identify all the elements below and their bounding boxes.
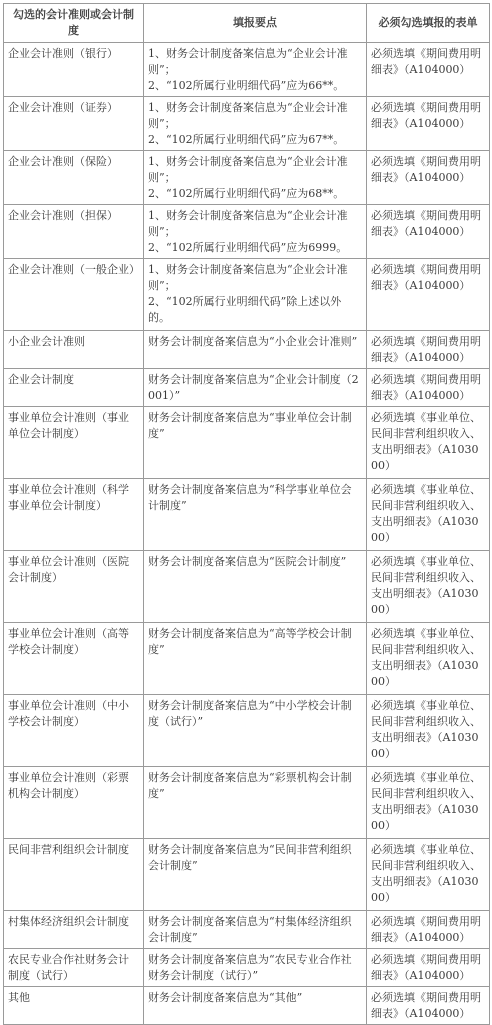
cell-required-form: 必须选填《事业单位、民间非营利组织收入、支出明细表》（A103000） bbox=[367, 839, 490, 911]
cell-required-form: 必须选填《期间费用明细表》（A104000） bbox=[367, 987, 490, 1025]
table-row bbox=[4, 479, 490, 551]
table-row bbox=[4, 407, 490, 479]
cell-required-form: 必须选填《期间费用明细表》（A104000） bbox=[367, 151, 490, 205]
cell-fill-points: 1、财务会计制度备案信息为“企业会计准则”； 2、“102所属行业明细代码”应为67**。 bbox=[144, 97, 367, 151]
table-row bbox=[4, 623, 490, 695]
cell-standard: 其他 bbox=[4, 987, 144, 1025]
cell-required-form: 必须选填《事业单位、民间非营利组织收入、支出明细表》（A103000） bbox=[367, 479, 490, 551]
cell-fill-points: 财务会计制度备案信息为“中小学校会计制度（试行）” bbox=[144, 695, 367, 767]
cell-required-form: 必须选填《期间费用明细表》（A104000） bbox=[367, 97, 490, 151]
cell-fill-points: 1、财务会计制度备案信息为“企业会计准则”； 2、“102所属行业明细代码”应为66**。 bbox=[144, 43, 367, 97]
cell-required-form: 必须选填《事业单位、民间非营利组织收入、支出明细表》（A103000） bbox=[367, 623, 490, 695]
cell-fill-points: 1、财务会计制度备案信息为“企业会计准则”； 2、“102所属行业明细代码”应为68**。 bbox=[144, 151, 367, 205]
header-fill-points: 填报要点 bbox=[144, 4, 367, 43]
cell-standard: 企业会计准则（银行） bbox=[4, 43, 144, 97]
cell-fill-points: 财务会计制度备案信息为“民间非营利组织会计制度” bbox=[144, 839, 367, 911]
cell-fill-points: 财务会计制度备案信息为“村集体经济组织会计制度” bbox=[144, 911, 367, 949]
cell-standard: 民间非营利组织会计制度 bbox=[4, 839, 144, 911]
cell-standard: 事业单位会计准则（医院会计制度） bbox=[4, 551, 144, 623]
accounting-standards-table bbox=[3, 3, 490, 1025]
table-row bbox=[4, 331, 490, 369]
cell-standard: 农民专业合作社财务会计制度（试行） bbox=[4, 949, 144, 987]
table-row bbox=[4, 949, 490, 987]
cell-standard: 企业会计准则（证券） bbox=[4, 97, 144, 151]
table-body bbox=[4, 43, 490, 1025]
cell-standard: 企业会计准则（保险） bbox=[4, 151, 144, 205]
table-row bbox=[4, 551, 490, 623]
cell-standard: 事业单位会计准则（高等学校会计制度） bbox=[4, 623, 144, 695]
table-row bbox=[4, 43, 490, 97]
cell-fill-points: 财务会计制度备案信息为“科学事业单位会计制度” bbox=[144, 479, 367, 551]
table-row bbox=[4, 767, 490, 839]
cell-fill-points: 财务会计制度备案信息为“高等学校会计制度” bbox=[144, 623, 367, 695]
table-row bbox=[4, 369, 490, 407]
cell-fill-points: 财务会计制度备案信息为“小企业会计准则” bbox=[144, 331, 367, 369]
table-row bbox=[4, 695, 490, 767]
cell-fill-points: 1、财务会计制度备案信息为“企业会计准则”； 2、“102所属行业明细代码”除上述以外的。 bbox=[144, 259, 367, 331]
table-row bbox=[4, 259, 490, 331]
cell-fill-points: 财务会计制度备案信息为“彩票机构会计制度” bbox=[144, 767, 367, 839]
table-row bbox=[4, 205, 490, 259]
cell-standard: 事业单位会计准则（中小学校会计制度） bbox=[4, 695, 144, 767]
cell-standard: 小企业会计准则 bbox=[4, 331, 144, 369]
cell-standard: 企业会计准则（一般企业） bbox=[4, 259, 144, 331]
cell-fill-points: 财务会计制度备案信息为“农民专业合作社财务会计制度（试行）” bbox=[144, 949, 367, 987]
table-row bbox=[4, 839, 490, 911]
table-row bbox=[4, 987, 490, 1025]
table-row bbox=[4, 97, 490, 151]
cell-required-form: 必须选填《期间费用明细表》（A104000） bbox=[367, 331, 490, 369]
cell-fill-points: 1、财务会计制度备案信息为“企业会计准则”； 2、“102所属行业明细代码”应为6999。 bbox=[144, 205, 367, 259]
cell-required-form: 必须选填《期间费用明细表》（A104000） bbox=[367, 43, 490, 97]
header-required-form: 必须勾选填报的表单 bbox=[367, 4, 490, 43]
cell-fill-points: 财务会计制度备案信息为“企业会计制度（2001）” bbox=[144, 369, 367, 407]
cell-fill-points: 财务会计制度备案信息为“事业单位会计制度” bbox=[144, 407, 367, 479]
cell-standard: 事业单位会计准则（彩票机构会计制度） bbox=[4, 767, 144, 839]
cell-required-form: 必须选填《期间费用明细表》（A104000） bbox=[367, 911, 490, 949]
cell-required-form: 必须选填《期间费用明细表》（A104000） bbox=[367, 369, 490, 407]
cell-required-form: 必须选填《事业单位、民间非营利组织收入、支出明细表》（A103000） bbox=[367, 551, 490, 623]
cell-standard: 企业会计准则（担保） bbox=[4, 205, 144, 259]
table-header-row bbox=[4, 4, 490, 43]
cell-required-form: 必须选填《事业单位、民间非营利组织收入、支出明细表》（A103000） bbox=[367, 767, 490, 839]
header-standard: 勾选的会计准则或会计制度 bbox=[4, 4, 144, 43]
cell-standard: 村集体经济组织会计制度 bbox=[4, 911, 144, 949]
cell-required-form: 必须选填《期间费用明细表》（A104000） bbox=[367, 259, 490, 331]
cell-standard: 事业单位会计准则（事业单位会计制度） bbox=[4, 407, 144, 479]
cell-standard: 企业会计制度 bbox=[4, 369, 144, 407]
table-row bbox=[4, 151, 490, 205]
cell-required-form: 必须选填《期间费用明细表》（A104000） bbox=[367, 949, 490, 987]
cell-fill-points: 财务会计制度备案信息为“医院会计制度” bbox=[144, 551, 367, 623]
table-row bbox=[4, 911, 490, 949]
cell-standard: 事业单位会计准则（科学事业单位会计制度） bbox=[4, 479, 144, 551]
cell-required-form: 必须选填《事业单位、民间非营利组织收入、支出明细表》（A103000） bbox=[367, 695, 490, 767]
cell-required-form: 必须选填《期间费用明细表》（A104000） bbox=[367, 205, 490, 259]
cell-fill-points: 财务会计制度备案信息为“其他” bbox=[144, 987, 367, 1025]
cell-required-form: 必须选填《事业单位、民间非营利组织收入、支出明细表》（A103000） bbox=[367, 407, 490, 479]
